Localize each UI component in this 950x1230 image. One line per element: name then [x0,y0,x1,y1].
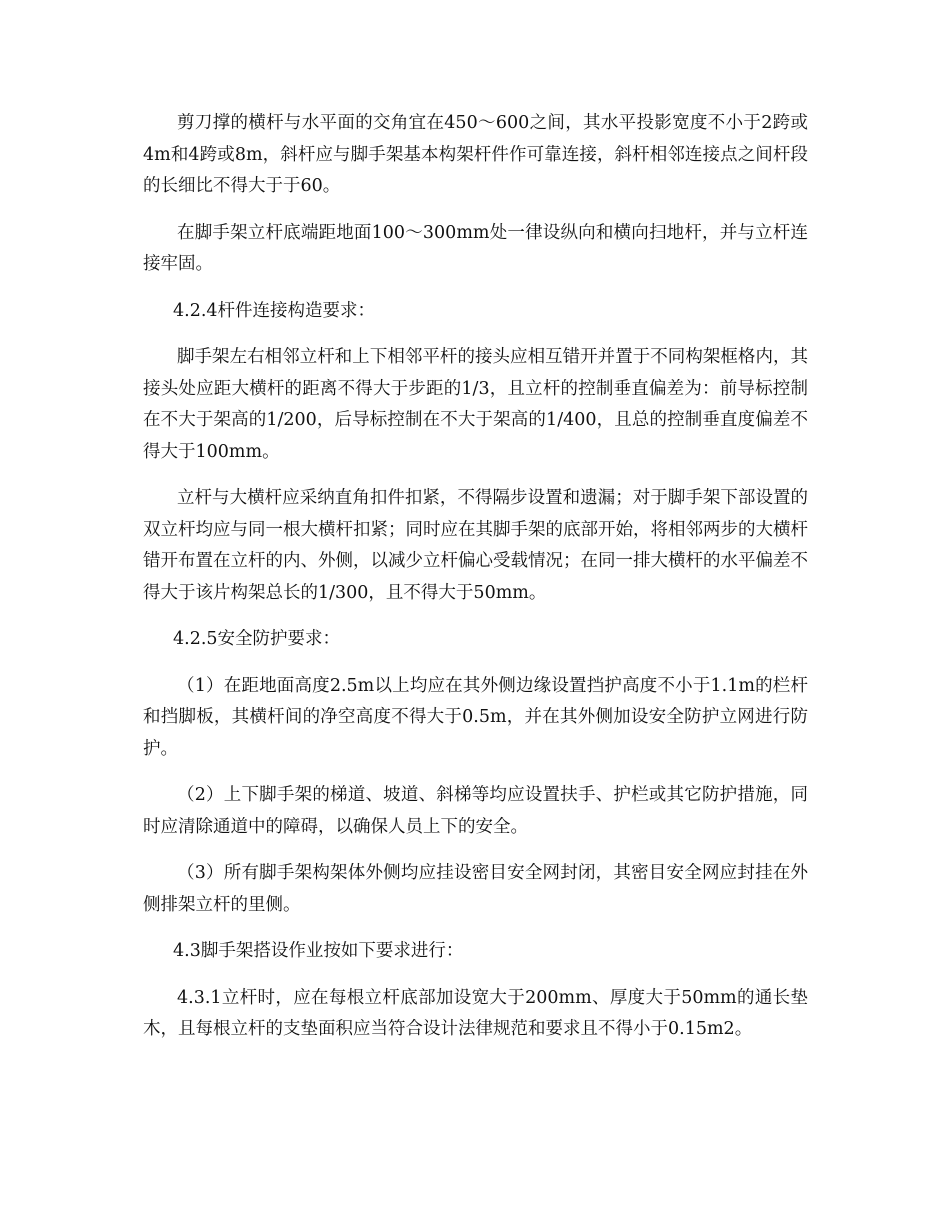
paragraph-right-angle-fastener: 立杆与大横杆应采纳直角扣件扣紧，不得隔步设置和遗漏；对于脚手架下部设置的双立杆均应与同一根大横杆扣紧；同时应在其脚手架的底部开始，将相邻两步的大横杆错开布置在立杆的内、外侧，以减少立杆偏心受载情况；在同一排大横杆的水平偏差不得大于该片构架总长的1/300，且不得大于50mm。 [143,488,808,603]
paragraph-4-3-1: 4.3.1立杆时，应在每根立杆底部加设宽大于200mm、厚度大于50mm的通长垫木，且每根立杆的支垫面积应当符合设计法律规范和要求且不得小于0.15m2。 [143,987,808,1039]
section-heading-4-3: 4.3脚手架搭设作业按如下要求进行： [173,941,464,961]
list-item-1: （1）在距地面高度2.5m以上均应在其外侧边缘设置挡护高度不小于1.1m的栏杆和挡脚板，其横杆间的净空高度不得大于0.5m，并在其外侧加设安全防护立网进行防护。 [143,675,808,759]
list-item-2: （2）上下脚手架的梯道、坡道、斜梯等均应设置扶手、护栏或其它防护措施，同时应清除通道中的障碍，以确保人员上下的安全。 [143,785,808,837]
paragraph-scissor-brace: 剪刀撑的横杆与水平面的交角宜在450～600之间，其水平投影宽度不小于2跨或4m和4跨或8m，斜杆应与脚手架基本构架杆件作可靠连接，斜杆相邻连接点之间杆段的长细比不得大于于60。 [143,113,808,196]
paragraph-sweep-rod: 在脚手架立杆底端距地面100～300mm处一律设纵向和横向扫地杆，并与立杆连接牢固。 [143,222,808,274]
document-body [143,108,808,1061]
list-item-3: （3）所有脚手架构架体外侧均应挂设密目安全网封闭，其密目安全网应封挂在外侧排架立杆的里侧。 [143,863,808,915]
paragraph-joint-offset: 脚手架左右相邻立杆和上下相邻平杆的接头应相互错开并置于不同构架框格内，其接头处应距大横杆的距离不得大于步距的1/3，且立杆的控制垂直偏差为：前导标控制在不大于架高的1/200，后导标控制在不大于架高的1/400，且总的控制垂直度偏差不得大于100mm。 [143,347,808,462]
section-heading-4-2-4: 4.2.4杆件连接构造要求： [173,300,376,321]
section-heading-4-2-5: 4.2.5安全防护要求： [173,629,341,649]
